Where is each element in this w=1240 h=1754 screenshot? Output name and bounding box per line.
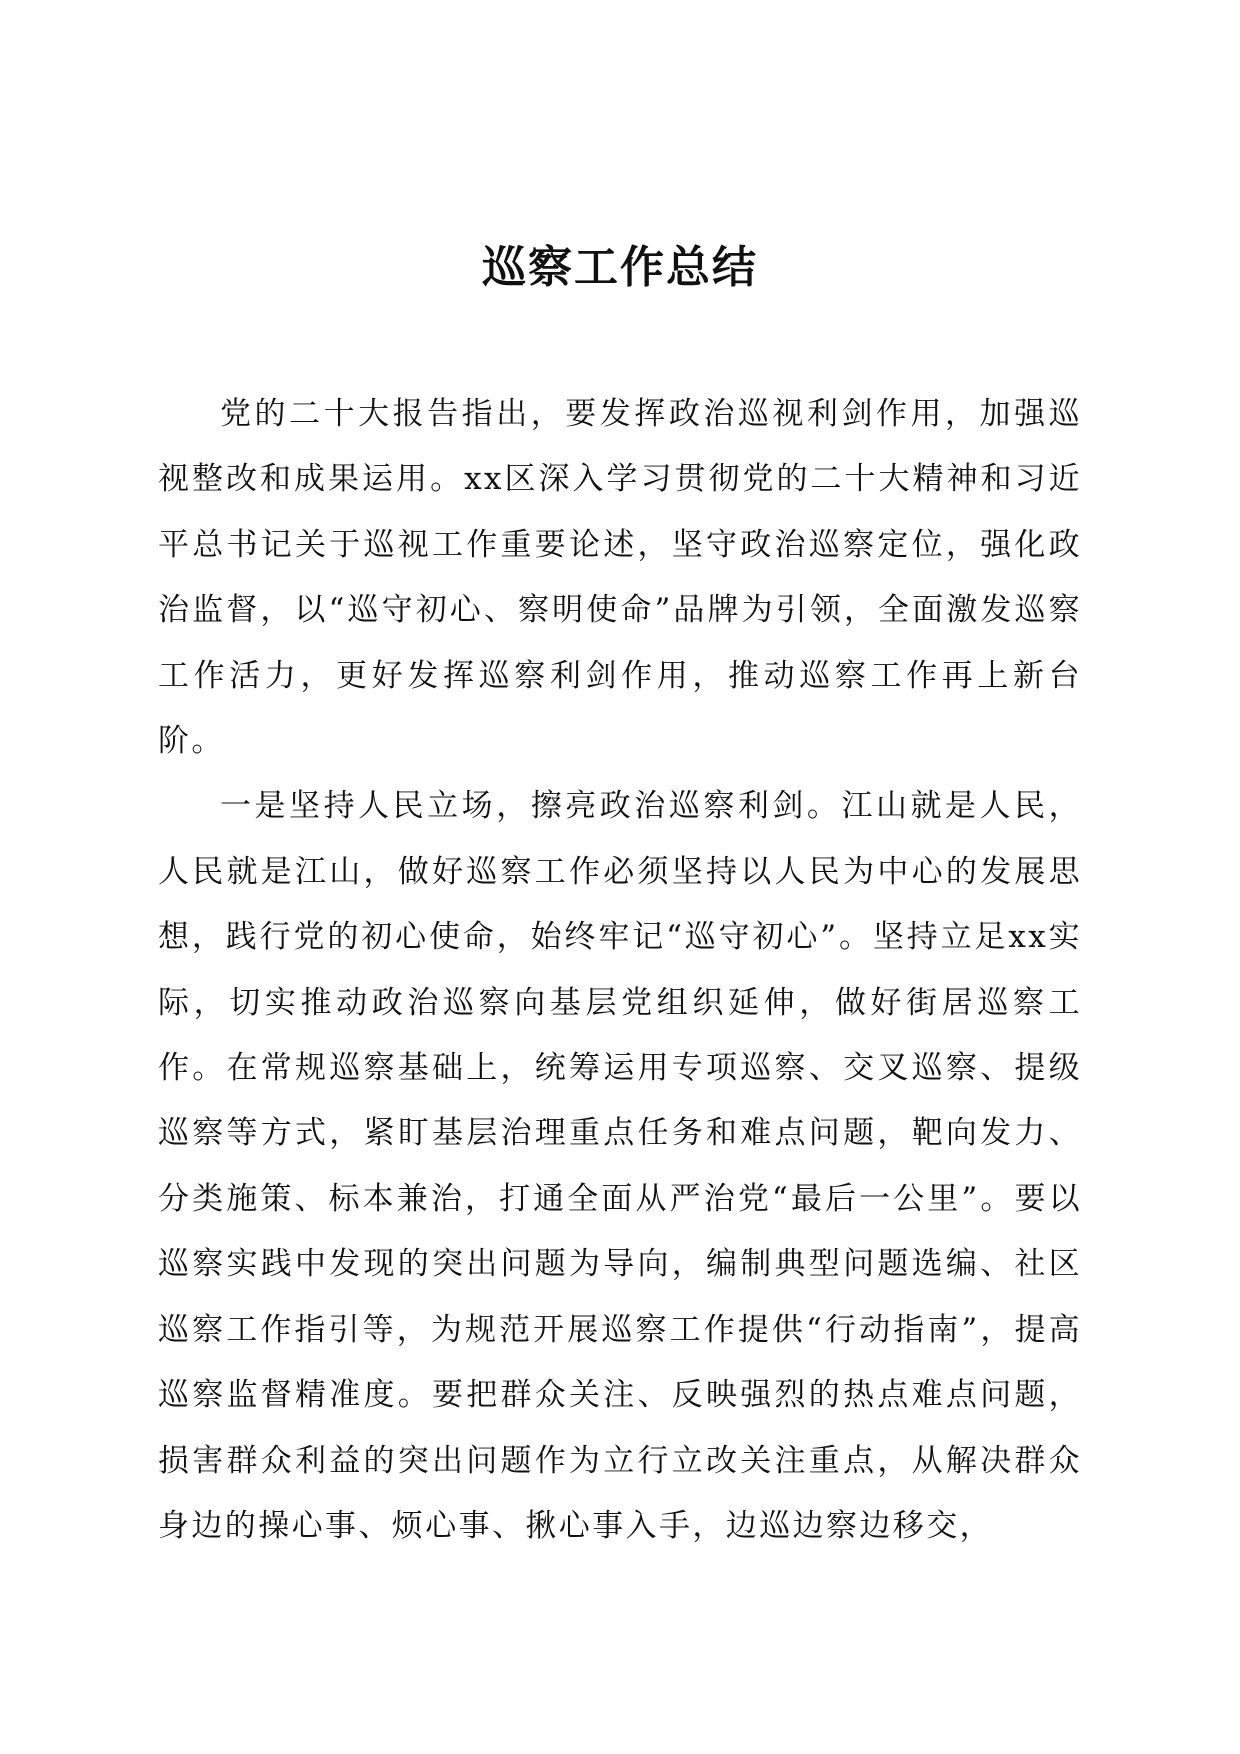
document-body — [158, 382, 1082, 1559]
document-title: 巡察工作总结 — [482, 242, 758, 293]
paragraph-intro: 党的二十大报告指出，要发挥政治巡视利剑作用，加强巡视整改和成果运用。xx区深入学习贯彻党的二十大精神和习近平总书记关于巡视工作重要论述，坚守政治巡察定位，强化政治监督，以“巡守初心、察明使命”品牌为引领，全面激发巡察工作活力，更好发挥巡察利剑作用，推动巡察工作再上新台阶。 — [158, 396, 1082, 760]
paragraph-point-one: 一是坚持人民立场，擦亮政治巡察利剑。江山就是人民，人民就是江山，做好巡察工作必须坚持以人民为中心的发展思想，践行党的初心使命，始终牢记“巡守初心”。坚持立足xx实际，切实推动政治巡察向基层党组织延伸，做好街居巡察工作。在常规巡察基础上，统筹运用专项巡察、交叉巡察、提级巡察等方式，紧盯基层治理重点任务和难点问题，靶向发力、分类施策、标本兼治，打通全面从严治党“最后一公里”。要以巡察实践中发现的突出问题为导向，编制典型问题选编、社区巡察工作指引等，为规范开展巡察工作提供“行动指南”，提高巡察监督精准度。要把群众关注、反映强烈的热点难点问题，损害群众利益的突出问题作为立行立改关注重点，从解决群众身边的操心事、烦心事、揪心事入手，边巡边察边移交， — [158, 788, 1082, 1544]
